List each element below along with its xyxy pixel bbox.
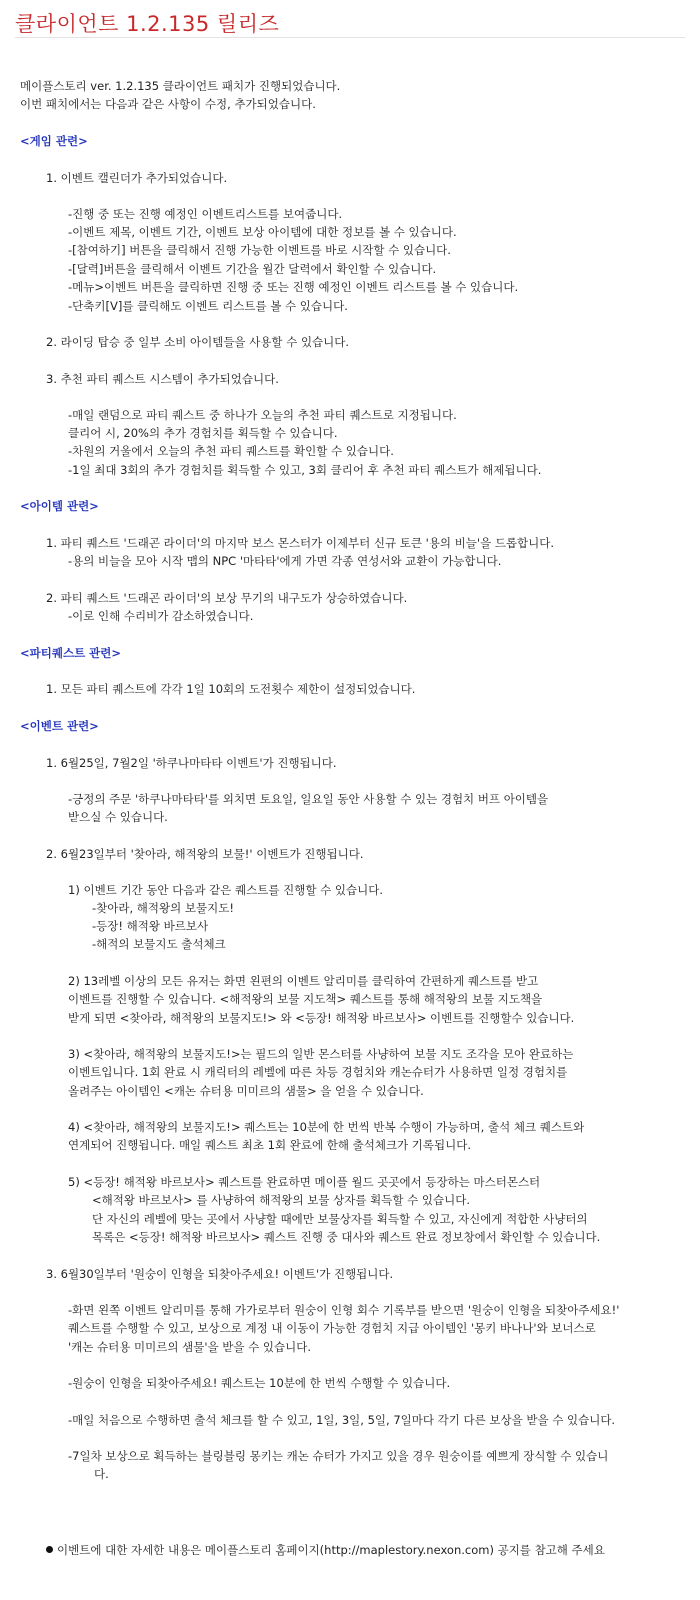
detail-line: -[참여하기] 버튼을 클릭해서 진행 가능한 이벤트를 바로 시작할 수 있습니다.	[68, 243, 451, 257]
sub-item-line: 단 자신의 레벨에 맞는 곳에서 사냥할 때에만 보물상자를 획득할 수 있고, 자신에게 적합한 사냥터의	[92, 1212, 588, 1226]
sub-item-line: 이벤트를 진행할 수 있습니다. <해적왕의 보물 지도책> 퀘스트를 통해 해적왕의 보물 지도책을	[68, 992, 543, 1006]
detail-line: 다.	[94, 1467, 109, 1481]
detail-line: -진행 중 또는 진행 예정인 이벤트리스트를 보여줍니다.	[68, 207, 343, 221]
intro-line: 메이플스토리 ver. 1.2.135 클라이언트 패치가 진행되었습니다.	[20, 79, 341, 93]
section-heading-item: <아이템 관련>	[20, 499, 99, 513]
list-item: 1. 파티 퀘스트 '드래곤 라이더'의 마지막 보스 몬스터가 이제부터 신규 토큰 '용의 비늘'을 드롭합니다.	[46, 536, 555, 550]
detail-line: -찾아라, 해적왕의 보물지도!	[92, 901, 234, 915]
sub-item-line: 목록은 <등장! 해적왕 바르보사> 퀘스트 진행 중 대사와 퀘스트 완료 정보창에서 확인할 수 있습니다.	[92, 1230, 601, 1244]
sub-item-line: 올려주는 아이템인 <캐논 슈터용 미미르의 샘물> 을 얻을 수 있습니다.	[68, 1084, 424, 1098]
list-item: 1. 6월25일, 7월2일 '하쿠나마타타 이벤트'가 진행됩니다.	[46, 756, 337, 770]
detail-line: -이벤트 제목, 이벤트 기간, 이벤트 보상 아이템에 대한 정보를 볼 수 있습니다.	[68, 225, 457, 239]
list-item: 2. 라이딩 탑승 중 일부 소비 아이템들을 사용할 수 있습니다.	[46, 335, 350, 349]
list-item: 3. 추천 파티 퀘스트 시스템이 추가되었습니다.	[46, 372, 279, 386]
list-item: 1. 모든 파티 퀘스트에 각각 1일 10회의 도전횟수 제한이 설정되었습니다.	[46, 682, 416, 696]
sub-item: 4) <찾아라, 해적왕의 보물지도!> 퀘스트는 10분에 한 번씩 반복 수행이 가능하며, 출석 체크 퀘스트와	[68, 1120, 585, 1134]
list-item: 2. 파티 퀘스트 '드래곤 라이더'의 보상 무기의 내구도가 상승하였습니다.	[46, 591, 408, 605]
detail-line: -매일 처음으로 수행하면 출석 체크를 할 수 있고, 1일, 3일, 5일, 7일마다 각기 다른 보상을 받을 수 있습니다.	[68, 1413, 616, 1427]
section-heading-event: <이벤트 관련>	[20, 719, 99, 733]
sub-item-line: 받게 되면 <찾아라, 해적왕의 보물지도!> 와 <등장! 해적왕 바르보사> 이벤트를 진행할수 있습니다.	[68, 1011, 575, 1025]
sub-item: 5) <등장! 해적왕 바르보사> 퀘스트를 완료하면 메이플 월드 곳곳에서 등장하는 마스터몬스터	[68, 1175, 541, 1189]
detail-line: -등장! 해적왕 바르보사	[92, 919, 209, 933]
title-divider	[15, 37, 685, 38]
sub-item: 3) <찾아라, 해적왕의 보물지도!>는 필드의 일반 몬스터를 사냥하여 보물 지도 조각을 모아 완료하는	[68, 1047, 574, 1061]
sub-item-line: 연계되어 진행됩니다. 매일 퀘스트 최초 1회 완료에 한해 출석체크가 기록됩니다.	[68, 1138, 472, 1152]
detail-line: -원숭이 인형을 되찾아주세요! 퀘스트는 10분에 한 번씩 수행할 수 있습니다.	[68, 1376, 451, 1390]
footer-text: 이벤트에 대한 자세한 내용은 메이플스토리 홈페이지(http://maplestory.nexon.com) 공지를 참고해 주세요	[57, 1543, 605, 1557]
detail-line: -매일 랜덤으로 파티 퀘스트 중 하나가 오늘의 추천 파티 퀘스트로 지정됩니다.	[68, 408, 457, 422]
detail-line: 퀘스트를 수행할 수 있고, 보상으로 계정 내 이동이 가능한 경험치 지급 아이템인 '몽키 바나나'와 보너스로	[68, 1321, 596, 1335]
detail-line: -용의 비늘을 모아 시작 맵의 NPC '마타타'에게 가면 각종 연성서와 교환이 가능합니다.	[68, 554, 502, 568]
detail-line: -해적의 보물지도 출석체크	[92, 937, 226, 951]
list-item: 2. 6월23일부터 '찾아라, 해적왕의 보물!' 이벤트가 진행됩니다.	[46, 847, 364, 861]
detail-line: -긍정의 주문 '하쿠나마타타'를 외치면 토요일, 일요일 동안 사용할 수 있는 경험치 버프 아이템을	[68, 792, 549, 806]
detail-line: -이로 인해 수리비가 감소하였습니다.	[68, 609, 254, 623]
sub-item: 1) 이벤트 기간 동안 다음과 같은 퀘스트를 진행할 수 있습니다.	[68, 883, 383, 897]
sub-item: 2) 13레벨 이상의 모든 유저는 화면 왼편의 이벤트 알리미를 클릭하여 간편하게 퀘스트를 받고	[68, 974, 539, 988]
section-heading-party: <파티퀘스트 관련>	[20, 646, 122, 660]
section-heading-game: <게임 관련>	[20, 134, 88, 148]
detail-line: '캐논 슈터용 미미르의 샘물'을 받을 수 있습니다.	[68, 1340, 311, 1354]
detail-line: 클리어 시, 20%의 추가 경험치를 획득할 수 있습니다.	[68, 426, 338, 440]
intro-line: 이번 패치에서는 다음과 같은 사항이 수정, 추가되었습니다.	[20, 97, 316, 111]
detail-line: -메뉴>이벤트 버튼을 클릭하면 진행 중 또는 진행 예정인 이벤트 리스트를 볼 수 있습니다.	[68, 280, 519, 294]
list-item: 1. 이벤트 캘린더가 추가되었습니다.	[46, 171, 228, 185]
list-item: 3. 6월30일부터 '원숭이 인형을 되찾아주세요! 이벤트'가 진행됩니다.	[46, 1267, 394, 1281]
detail-line: -[달력]버튼을 클릭해서 이벤트 기간을 월간 달력에서 확인할 수 있습니다.	[68, 262, 437, 276]
detail-line: -화면 왼쪽 이벤트 알리미를 통해 가가로부터 원숭이 인형 회수 기록부를 받으면 '원숭이 인형을 되찾아주세요!'	[68, 1303, 620, 1317]
detail-line: -1일 최대 3회의 추가 경험치를 획득할 수 있고, 3회 클리어 후 추천 파티 퀘스트가 해제됩니다.	[68, 463, 542, 477]
sub-item-line: <해적왕 바르보사> 를 사냥하여 해적왕의 보물 상자를 획득할 수 있습니다.	[92, 1193, 470, 1207]
detail-line: -단축키[V]를 클릭해도 이벤트 리스트를 볼 수 있습니다.	[68, 299, 348, 313]
detail-line: -차원의 거울에서 오늘의 추천 파티 퀘스트를 확인할 수 있습니다.	[68, 444, 394, 458]
footer-note	[46, 1542, 605, 1558]
page-title: 클라이언트 1.2.135 릴리즈	[15, 12, 280, 36]
sub-item-line: 이벤트입니다. 1회 완료 시 캐릭터의 레벨에 따른 차등 경험치와 캐논슈터가 사용하면 일정 경험치를	[68, 1065, 568, 1079]
bullet-icon	[46, 1546, 53, 1553]
detail-line: -7일차 보상으로 획득하는 블링블링 몽키는 캐논 슈터가 가지고 있을 경우 원숭이를 예쁘게 장식할 수 있습니	[68, 1449, 609, 1463]
detail-line: 받으실 수 있습니다.	[68, 810, 168, 824]
